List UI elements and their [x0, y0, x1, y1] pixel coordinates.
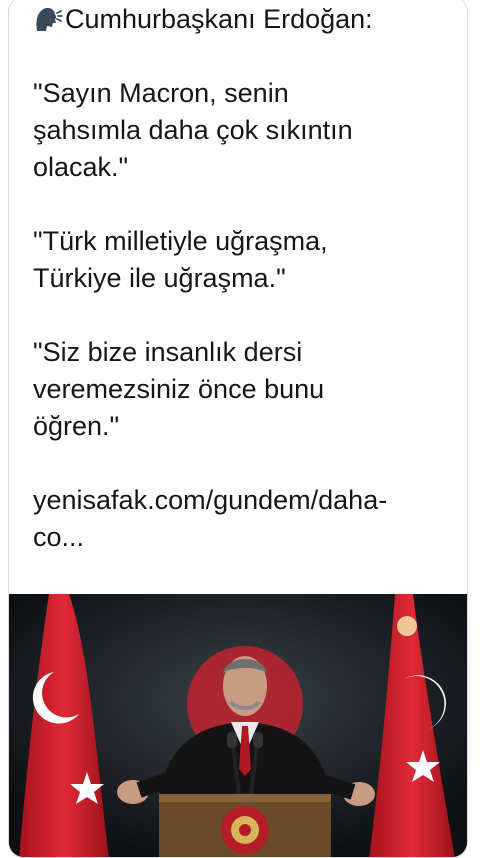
tweet-link-line1[interactable]: yenisafak.com/gundem/daha-	[33, 485, 388, 515]
speaking-head-icon	[33, 5, 63, 33]
photo-icon	[9, 594, 468, 858]
tweet-photo[interactable]	[9, 594, 468, 858]
podium	[159, 794, 331, 858]
quote2-line2: Türkiye ile uğraşma."	[33, 263, 286, 293]
quote1-line3: olacak."	[33, 152, 129, 182]
quote1-line2: şahsımla daha çok sıkıntın	[33, 115, 353, 145]
quote1-line1: "Sayın Macron, senin	[33, 78, 289, 108]
quote3-line1: "Siz bize insanlık dersi	[33, 337, 303, 367]
tweet-card[interactable]	[8, 0, 468, 858]
tweet-text	[33, 1, 463, 556]
tweet-heading: Cumhurbaşkanı Erdoğan:	[33, 1, 463, 38]
quote2-line1: "Türk milletiyle uğraşma,	[33, 226, 328, 256]
quote3-line3: öğren."	[33, 411, 120, 441]
quote3-line2: veremezsiniz önce bunu	[33, 374, 325, 404]
tweet-link-line2[interactable]: co...	[33, 522, 85, 552]
